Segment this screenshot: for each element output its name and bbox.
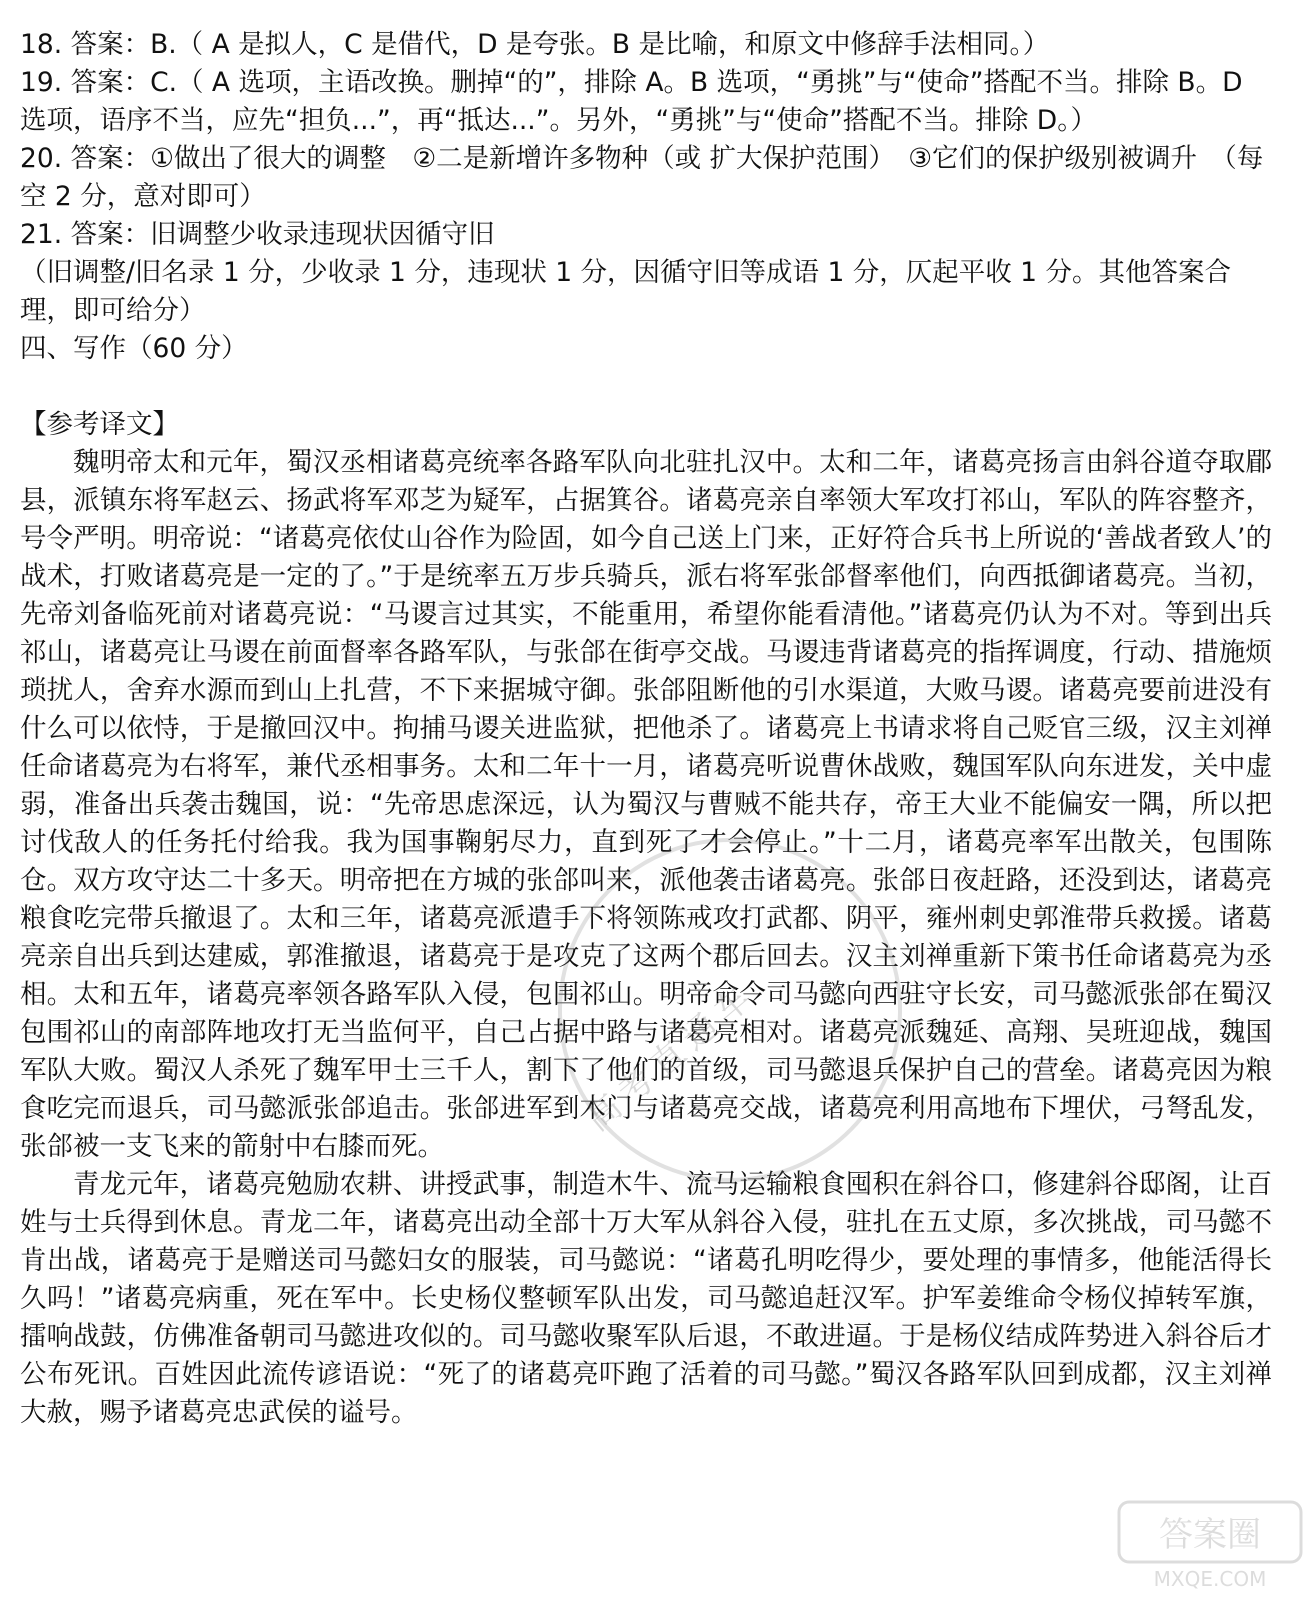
answer-21-scoring: （旧调整/旧名录 1 分，少收录 1 分，违现状 1 分，因循守旧等成语 1 分，仄起平收 1 分。其他答案合理，即可给分） (20, 257, 1231, 326)
site-logo-icon (1115, 1498, 1305, 1594)
translation-heading: 【参考译文】 (20, 409, 179, 440)
logo-url: MXQE.COM (1153, 1567, 1267, 1591)
answer-document (20, 26, 1272, 1432)
stamp-text: 高考直通车 (577, 973, 765, 1140)
translation-paragraph-1: 魏明帝太和元年，蜀汉丞相诸葛亮统率各路军队向北驻扎汉中。太和二年，诸葛亮扬言由斜谷道夺取郿县，派镇东将军赵云、扬武将军邓芝为疑军，占据箕谷。诸葛亮亲自率领大军攻打祁山，军队的阵容整齐，号令严明。明帝说：“诸葛亮依仗山谷作为险固，如今自己送上门来，正好符合兵书上所说的‘善战者致人’的战术，打败诸葛亮是一定的了。”于是统率五万步兵骑兵，派右将军张郃督率他们，向西抵御诸葛亮。当初，先帝刘备临死前对诸葛亮说：“马谡言过其实，不能重用，希望你能看清他。”诸葛亮仍认为不对。等到出兵祁山，诸葛亮让马谡在前面督率各路军队，与张郃在街亭交战。马谡违背诸葛亮的指挥调度，行动、措施烦琐扰人，舍弃水源而到山上扎营，不下来据城守御。张郃阻断他的引水渠道，大败马谡。诸葛亮要前进没有什么可以依恃，于是撤回汉中。拘捕马谡关进监狱，把他杀了。诸葛亮上书请求将自己贬官三级，汉主刘禅任命诸葛亮为右将军，兼代丞相事务。太和二年十一月，诸葛亮听说曹休战败，魏国军队向东进发，关中虚弱，准备出兵袭击魏国，说：“先帝思虑深远，认为蜀汉与曹贼不能共存，帝王大业不能偏安一隅，所以把讨伐敌人的任务托付给我。我为国事鞠躬尽力，直到死了才会停止。”十二月，诸葛亮率军出散关，包围陈仓。双方攻守达二十多天。明帝把在方城的张郃叫来，派他袭击诸葛亮。张郃日夜赶路，还没到达，诸葛亮粮食吃完带兵撤退了。太和三年，诸葛亮派遣手下将领陈戒攻打武都、阴平，雍州刺史郭淮带兵救援。诸葛亮亲自出兵到达建威，郭淮撤退，诸葛亮于是攻克了这两个郡后回去。汉主刘禅重新下策书任命诸葛亮为丞相。太和五年，诸葛亮率领各路军队入侵，包围祁山。明帝命令司马懿向西驻守长安，司马懿派张郃在蜀汉包围祁山的南部阵地攻打无当监何平，自己占据中路与诸葛亮相对。诸葛亮派魏延、高翔、吴班迎战，魏国军队大败。蜀汉人杀死了魏军甲士三千人，割下了他们的首级，司马懿退兵保护自己的营垒。诸葛亮因为粮食吃完而退兵，司马懿派张郃追击。张郃进军到木门与诸葛亮交战，诸葛亮利用高地布下埋伏，弓弩乱发，张郃被一支飞来的箭射中右膝而死。 (20, 447, 1272, 1162)
answer-19: 19. 答案：C.（ A 选项，主语改换。删掉“的”，排除 A。B 选项，“勇挑”与“使命”搭配不当。排除 B。D 选项，语序不当，应先“担负...”，再“抵达...”。另外，“勇挑”与“使命”搭配不当。排除 D。） (20, 67, 1251, 136)
answer-20: 20. 答案：①做出了很大的调整 ②二是新增许多物种（或 扩大保护范围） ③它们的保护级别被调升 （每空 2 分，意对即可） (20, 143, 1264, 212)
blank-line (20, 368, 1272, 406)
section-writing-heading: 四、写作（60 分） (20, 333, 248, 364)
translation-paragraph-2: 青龙元年，诸葛亮勉励农耕、讲授武事，制造木牛、流马运输粮食囤积在斜谷口，修建斜谷邸阁，让百姓与士兵得到休息。青龙二年，诸葛亮出动全部十万大军从斜谷入侵，驻扎在五丈原，多次挑战，司马懿不肯出战，诸葛亮于是赠送司马懿妇女的服装，司马懿说：“诸葛孔明吃得少，要处理的事情多，他能活得长久吗！”诸葛亮病重，死在军中。长史杨仪整顿军队出发，司马懿追赶汉军。护军姜维命令杨仪掉转军旗，擂响战鼓，仿佛准备朝司马懿进攻似的。司马懿收聚军队后退，不敢进逼。于是杨仪结成阵势进入斜谷后才公布死讯。百姓因此流传谚语说：“死了的诸葛亮吓跑了活着的司马懿。”蜀汉各路军队回到成都，汉主刘禅大赦，赐予诸葛亮忠武侯的谥号。 (20, 1169, 1272, 1428)
logo-text: 答案圈 (1159, 1515, 1261, 1555)
answer-21: 21. 答案：旧调整少收录违现状因循守旧 (20, 219, 495, 250)
answer-18: 18. 答案：B.（ A 是拟人，C 是借代，D 是夸张。B 是比喻，和原文中修辞手法相同。） (20, 29, 1050, 60)
